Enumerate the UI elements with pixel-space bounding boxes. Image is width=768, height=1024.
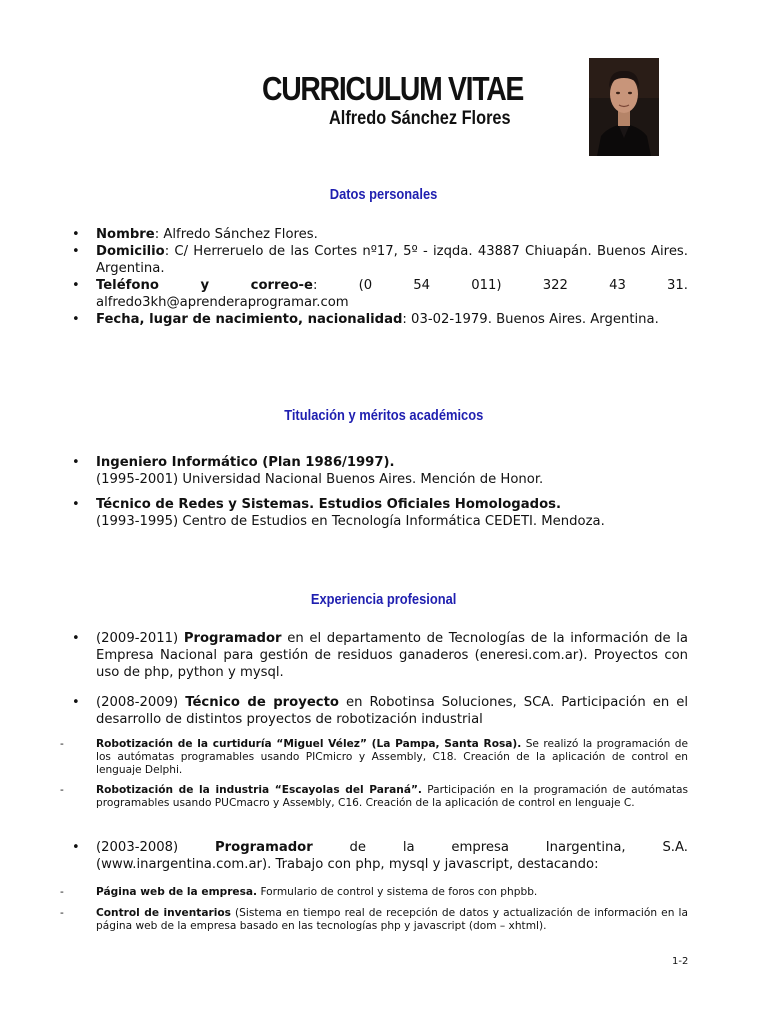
academic-item-1-title: Ingeniero Informático (Plan 1986/1997). (96, 455, 395, 470)
section-heading-personal: Datos personales (330, 186, 438, 203)
experience-job-1: • (2009-2011) Programador en el departamento de Tecnologías de la información de la Empresa Nacional para gestión de residuos ganaderos (eneresi.com.ar). Proyectos con uso de php, python y mysql. (72, 631, 688, 680)
section-heading-experience: Experiencia profesional (311, 591, 457, 608)
candidate-name: Alfredo Sánchez Flores (329, 108, 511, 129)
experience-project-1: - Robotización de la curtiduría “Miguel Vélez” (La Pampa, Santa Rosa). Se realizó la programación de los autómatas programables usando PICmicro y Assembly, C18. Creación de la aplicación de control en lenguaje Delphi. (60, 738, 688, 776)
personal-telefono: • Teléfono y correo-e: (0 54 011) 322 43 31. (72, 278, 688, 293)
academic-item-2-detail: (1993-1995) Centro de Estudios en Tecnología Informática CEDETI. Mendoza. (96, 514, 605, 529)
experience-job-2: • (2008-2009) Técnico de proyecto en Robotinsa Soluciones, SCA. Participación en el desarrollo de distintos proyectos de robotización industrial (72, 695, 688, 727)
personal-domicilio: • Domicilio: C/ Herreruelo de las Cortes nº17, 5º - izqda. 43887 Chiuapán. Buenos Aires. Argentina. (72, 244, 688, 276)
experience-inventory-item: - Control de inventarios (Sistema en tiempo real de recepción de datos y actualización de información en la página web de la empresa basado en las tecnologías php y javascript (dom – xhtml). (60, 907, 688, 932)
page-number: 1-2 (672, 956, 689, 967)
experience-job-3-cont: (www.inargentina.com.ar). Trabajo con php, mysql y javascript, destacando: (96, 857, 599, 872)
personal-email: alfredo3kh@aprenderaprogramar.com (96, 295, 349, 310)
academic-item-1: • Ingeniero Informático (Plan 1986/1997). (1995-2001) Universidad Nacional Buenos Aires. Mención de Honor. (72, 455, 544, 487)
experience-project-2: - Robotización de la industria “Escayolas del Paraná”. Participación en la programación de autómatas programables usando PUCmacro y Asseмbly, C16. Creación de la aplicación de control en lenguaje C. (60, 784, 688, 809)
profile-photo (589, 58, 659, 156)
experience-web-item: - Página web de la empresa. Formulario de control y sistema de foros con phpbb. (60, 886, 538, 898)
page-title: CURRICULUM VITAE (262, 70, 524, 107)
academic-item-2-title: Técnico de Redes y Sistemas. Estudios Oficiales Homologados. (96, 497, 561, 512)
academic-item-1-detail: (1995-2001) Universidad Nacional Buenos Aires. Mención de Honor. (96, 472, 544, 487)
experience-job-3: • (2003-2008) Programador de la empresa Inargentina, S.A. (72, 840, 688, 855)
personal-nombre: • Nombre: Alfredo Sánchez Flores. (72, 227, 318, 242)
section-heading-academic: Titulación y méritos académicos (284, 407, 484, 424)
personal-fecha: • Fecha, lugar de nacimiento, nacionalidad: 03-02-1979. Buenos Aires. Argentina. (72, 312, 659, 327)
academic-item-2: • Técnico de Redes y Sistemas. Estudios Oficiales Homologados. (1993-1995) Centro de Estudios en Tecnología Informática CEDETI. Mendoza. (72, 497, 605, 529)
